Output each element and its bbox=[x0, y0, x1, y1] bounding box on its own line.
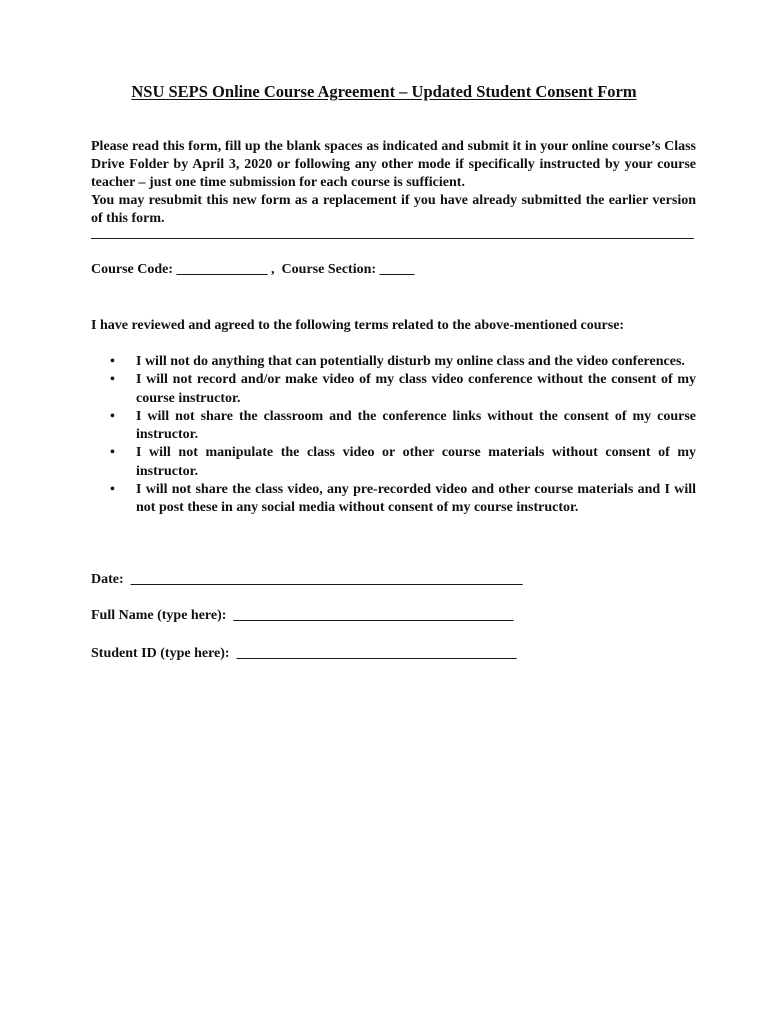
list-item bbox=[108, 408, 696, 445]
separator-line bbox=[91, 238, 694, 239]
student-id-field: Student ID (type here): ________________________________________ bbox=[91, 646, 517, 661]
list-item bbox=[108, 353, 696, 371]
list-item bbox=[108, 444, 696, 481]
resubmit-note: You may resubmit this new form as a replacement if you have already submitted the earlier version of this form. bbox=[91, 193, 696, 226]
instructions-paragraph: Please read this form, fill up the blank spaces as indicated and submit it in your online course’s Class Drive Folder by April 3, 2020 or following any other mode if specifically instructed by your course teacher – just one time submission for each course is sufficient. bbox=[91, 139, 696, 190]
term-text: I will not share the class video, any pre-recorded video and other course materials and I will not post these in any social media without consent of my course instructor. bbox=[136, 482, 696, 516]
term-text: I will not manipulate the class video or other course materials without consent of my instructor. bbox=[136, 445, 696, 479]
term-text: I will not share the classroom and the conference links without the consent of my course instructor. bbox=[136, 408, 696, 443]
terms-intro: I have reviewed and agreed to the following terms related to the above-mentioned course: bbox=[91, 318, 625, 333]
bullet-icon: • bbox=[110, 445, 115, 461]
page-title: NSU SEPS Online Course Agreement – Updated Student Consent Form bbox=[131, 82, 637, 101]
bullet-icon: • bbox=[110, 482, 115, 498]
bullet-icon: • bbox=[110, 372, 115, 388]
list-item bbox=[108, 371, 696, 408]
term-text: I will not record and/or make video of my class video conference without the consent of my course instructor. bbox=[136, 372, 696, 406]
bullet-icon: • bbox=[110, 354, 115, 369]
date-field: Date: ________________________________________________________ bbox=[91, 572, 523, 587]
instructions-block bbox=[91, 138, 696, 228]
term-text: I will not do anything that can potentially disturb my online class and the video conferences. bbox=[136, 354, 685, 369]
terms-list bbox=[108, 353, 696, 518]
full-name-field: Full Name (type here): ________________________________________ bbox=[91, 608, 514, 623]
list-item bbox=[108, 481, 696, 518]
course-code-section-field: Course Code: _____________ , Course Section: _____ bbox=[91, 262, 415, 277]
bullet-icon: • bbox=[110, 408, 115, 424]
